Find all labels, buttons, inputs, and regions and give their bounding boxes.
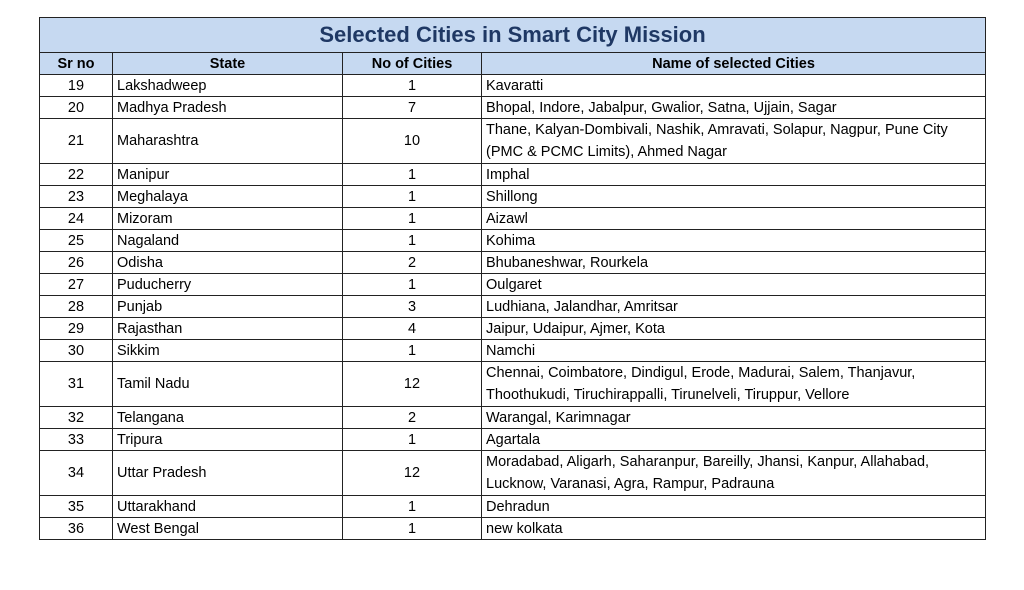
cell-state: Uttarakhand (113, 496, 343, 518)
cell-state: Puducherry (113, 274, 343, 296)
cell-no-of-cities: 1 (343, 208, 482, 230)
cell-sr-no: 31 (40, 362, 113, 407)
cell-sr-no: 20 (40, 97, 113, 119)
cell-no-of-cities: 1 (343, 274, 482, 296)
cell-state: Telangana (113, 407, 343, 429)
cell-city-names: Kavaratti (482, 75, 986, 97)
cell-city-names: Namchi (482, 340, 986, 362)
cell-sr-no: 32 (40, 407, 113, 429)
cell-city-names: Imphal (482, 164, 986, 186)
header-state: State (113, 53, 343, 75)
cell-sr-no: 35 (40, 496, 113, 518)
cell-state: Mizoram (113, 208, 343, 230)
table-body (40, 75, 986, 540)
cell-state: Nagaland (113, 230, 343, 252)
table-row (40, 318, 986, 340)
header-city-names: Name of selected Cities (482, 53, 986, 75)
cell-state: Uttar Pradesh (113, 451, 343, 496)
cell-city-names: Warangal, Karimnagar (482, 407, 986, 429)
table-row (40, 75, 986, 97)
cell-no-of-cities: 1 (343, 75, 482, 97)
cell-no-of-cities: 7 (343, 97, 482, 119)
cell-sr-no: 28 (40, 296, 113, 318)
cell-state: Rajasthan (113, 318, 343, 340)
cell-no-of-cities: 10 (343, 119, 482, 164)
cell-sr-no: 23 (40, 186, 113, 208)
cell-state: Sikkim (113, 340, 343, 362)
cell-no-of-cities: 1 (343, 518, 482, 540)
header-row (40, 53, 986, 75)
cell-no-of-cities: 12 (343, 362, 482, 407)
table-row (40, 296, 986, 318)
smart-city-table-sheet (39, 17, 985, 540)
cell-no-of-cities: 1 (343, 340, 482, 362)
cell-city-names: Oulgaret (482, 274, 986, 296)
cell-state: West Bengal (113, 518, 343, 540)
cell-sr-no: 30 (40, 340, 113, 362)
cell-no-of-cities: 2 (343, 407, 482, 429)
table-row (40, 208, 986, 230)
table-row (40, 252, 986, 274)
header-sr-no: Sr no (40, 53, 113, 75)
table-row (40, 274, 986, 296)
cell-no-of-cities: 1 (343, 496, 482, 518)
cell-sr-no: 26 (40, 252, 113, 274)
cell-sr-no: 36 (40, 518, 113, 540)
cell-state: Tamil Nadu (113, 362, 343, 407)
cell-city-names: Chennai, Coimbatore, Dindigul, Erode, Madurai, Salem, Thanjavur, Thoothukudi, Tiruchirappalli, Tirunelveli, Tiruppur, Vellore (482, 362, 986, 407)
cell-no-of-cities: 12 (343, 451, 482, 496)
cell-city-names: Moradabad, Aligarh, Saharanpur, Bareilly, Jhansi, Kanpur, Allahabad, Lucknow, Varanasi, Agra, Rampur, Padrauna (482, 451, 986, 496)
cell-city-names: Dehradun (482, 496, 986, 518)
cell-state: Tripura (113, 429, 343, 451)
cell-state: Odisha (113, 252, 343, 274)
cell-state: Meghalaya (113, 186, 343, 208)
table-row (40, 230, 986, 252)
cell-state: Lakshadweep (113, 75, 343, 97)
cell-city-names: Shillong (482, 186, 986, 208)
table-row (40, 97, 986, 119)
cell-sr-no: 22 (40, 164, 113, 186)
cell-city-names: Kohima (482, 230, 986, 252)
cell-city-names: Agartala (482, 429, 986, 451)
cell-sr-no: 27 (40, 274, 113, 296)
table-row (40, 362, 986, 407)
cell-city-names: Bhubaneshwar, Rourkela (482, 252, 986, 274)
cell-sr-no: 33 (40, 429, 113, 451)
cell-city-names: new kolkata (482, 518, 986, 540)
table-row (40, 186, 986, 208)
cell-no-of-cities: 1 (343, 186, 482, 208)
cell-city-names: Thane, Kalyan-Dombivali, Nashik, Amravati, Solapur, Nagpur, Pune City (PMC & PCMC Limits), Ahmed Nagar (482, 119, 986, 164)
cell-no-of-cities: 3 (343, 296, 482, 318)
cell-sr-no: 25 (40, 230, 113, 252)
cell-state: Punjab (113, 296, 343, 318)
cell-sr-no: 34 (40, 451, 113, 496)
cell-sr-no: 19 (40, 75, 113, 97)
cell-sr-no: 29 (40, 318, 113, 340)
table-row (40, 429, 986, 451)
cell-city-names: Bhopal, Indore, Jabalpur, Gwalior, Satna, Ujjain, Sagar (482, 97, 986, 119)
cell-city-names: Aizawl (482, 208, 986, 230)
smart-city-table (39, 17, 986, 540)
cell-state: Madhya Pradesh (113, 97, 343, 119)
cell-no-of-cities: 2 (343, 252, 482, 274)
header-no-of-cities: No of Cities (343, 53, 482, 75)
cell-no-of-cities: 1 (343, 164, 482, 186)
table-row (40, 407, 986, 429)
table-row (40, 518, 986, 540)
cell-city-names: Jaipur, Udaipur, Ajmer, Kota (482, 318, 986, 340)
cell-city-names: Ludhiana, Jalandhar, Amritsar (482, 296, 986, 318)
cell-sr-no: 21 (40, 119, 113, 164)
table-row (40, 340, 986, 362)
cell-no-of-cities: 1 (343, 429, 482, 451)
cell-state: Maharashtra (113, 119, 343, 164)
table-row (40, 164, 986, 186)
table-row (40, 496, 986, 518)
cell-sr-no: 24 (40, 208, 113, 230)
cell-no-of-cities: 1 (343, 230, 482, 252)
table-row (40, 119, 986, 164)
cell-state: Manipur (113, 164, 343, 186)
table-row (40, 451, 986, 496)
table-title: Selected Cities in Smart City Mission (40, 18, 986, 53)
cell-no-of-cities: 4 (343, 318, 482, 340)
